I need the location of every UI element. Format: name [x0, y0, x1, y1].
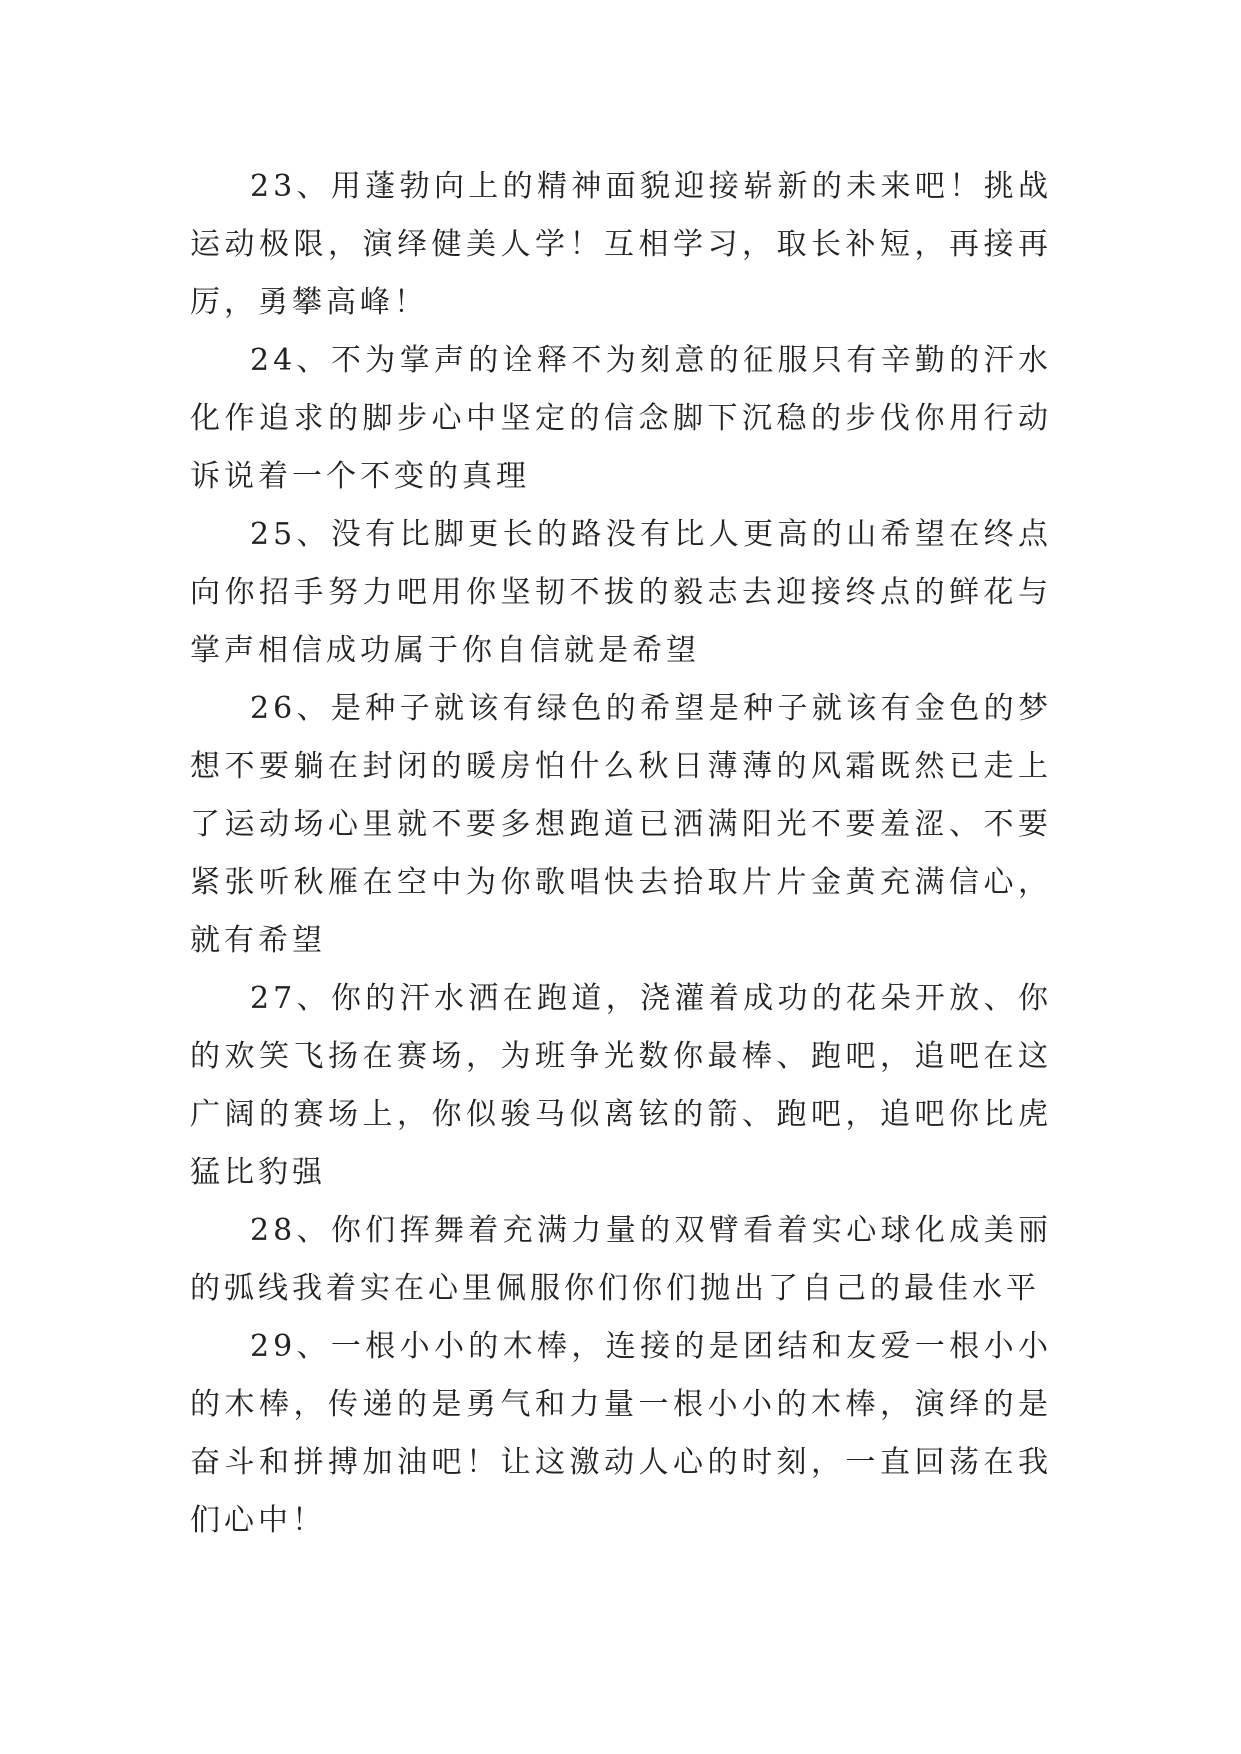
paragraph-29: 29、一根小小的木棒，连接的是团结和友爱一根小小的木棒，传递的是勇气和力量一根小小的木棒，演绎的是奋斗和拼搏加油吧！让这激动人心的时刻，一直回荡在我们心中！	[190, 1329, 1052, 1538]
paragraph-25: 25、没有比脚更长的路没有比人更高的山希望在终点向你招手努力吧用你坚韧不拔的毅志去迎接终点的鲜花与掌声相信成功属于你自信就是希望	[190, 517, 1052, 668]
paragraph-24: 24、不为掌声的诠释不为刻意的征服只有辛勤的汗水化作追求的脚步心中坚定的信念脚下沉稳的步伐你用行动诉说着一个不变的真理	[190, 343, 1052, 494]
document-body	[190, 158, 1052, 1550]
paragraph-26: 26、是种子就该有绿色的希望是种子就该有金色的梦想不要躺在封闭的暖房怕什么秋日薄薄的风霜既然已走上了运动场心里就不要多想跑道已洒满阳光不要羞涩、不要紧张听秋雁在空中为你歌唱快去拾取片片金黄充满信心，就有希望	[190, 691, 1052, 958]
paragraph-23: 23、用蓬勃向上的精神面貌迎接崭新的未来吧！挑战运动极限，演绎健美人学！互相学习，取长补短，再接再厉，勇攀高峰！	[190, 169, 1052, 320]
paragraph-28: 28、你们挥舞着充满力量的双臂看着实心球化成美丽的弧线我着实在心里佩服你们你们抛出了自己的最佳水平	[190, 1213, 1052, 1306]
paragraph-27: 27、你的汗水洒在跑道，浇灌着成功的花朵开放、你的欢笑飞扬在赛场，为班争光数你最棒、跑吧，追吧在这广阔的赛场上，你似骏马似离铉的箭、跑吧，追吧你比虎猛比豹强	[190, 981, 1052, 1190]
